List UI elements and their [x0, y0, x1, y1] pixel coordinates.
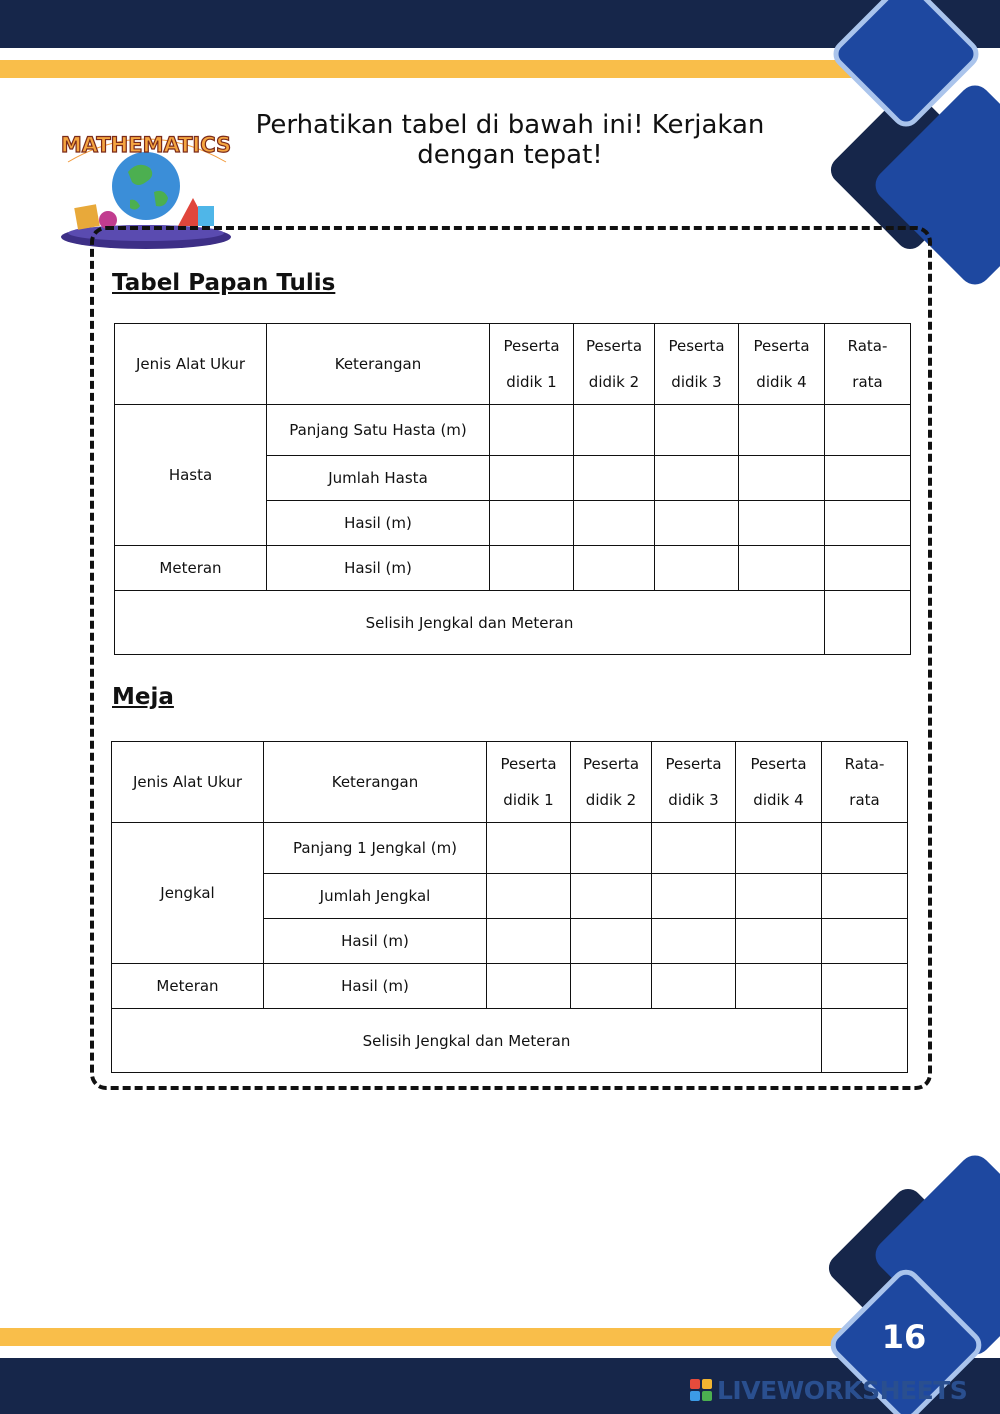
answer-cell[interactable] [652, 823, 736, 874]
table-row [112, 964, 908, 1009]
page-number: 16 [881, 1318, 927, 1356]
table-row [115, 546, 911, 591]
answer-cell[interactable] [487, 874, 571, 919]
header-p1: Peserta didik 1 [487, 742, 571, 823]
desc-cell: Hasil (m) [267, 546, 490, 591]
answer-cell[interactable] [574, 456, 655, 501]
section-title-papan-tulis: Tabel Papan Tulis [112, 270, 336, 296]
logo-text: MATHEMATICS [60, 133, 232, 157]
answer-cell[interactable] [822, 823, 908, 874]
desc-cell: Panjang Satu Hasta (m) [267, 405, 490, 456]
diff-label-cell: Selisih Jengkal dan Meteran [112, 1009, 822, 1073]
header-desc: Keterangan [264, 742, 487, 823]
table-row [112, 1009, 908, 1073]
tool-cell: Hasta [115, 405, 267, 546]
answer-cell[interactable] [736, 874, 822, 919]
header-avg: Rata- rata [822, 742, 908, 823]
header-tool: Jenis Alat Ukur [112, 742, 264, 823]
liveworksheets-watermark [690, 1377, 990, 1403]
answer-cell[interactable] [574, 501, 655, 546]
table-row [115, 591, 911, 655]
header-p4: Peserta didik 4 [739, 324, 825, 405]
section-title-meja: Meja [112, 684, 174, 710]
answer-cell[interactable] [825, 591, 911, 655]
answer-cell[interactable] [487, 823, 571, 874]
answer-cell[interactable] [571, 874, 652, 919]
table-header-row [115, 324, 911, 405]
answer-cell[interactable] [825, 501, 911, 546]
answer-cell[interactable] [825, 456, 911, 501]
header-p3: Peserta didik 3 [655, 324, 739, 405]
answer-cell[interactable] [490, 501, 574, 546]
table-papan-tulis [114, 323, 911, 655]
answer-cell[interactable] [487, 964, 571, 1009]
answer-cell[interactable] [487, 919, 571, 964]
tool-cell: Meteran [115, 546, 267, 591]
header-p1: Peserta didik 1 [490, 324, 574, 405]
answer-cell[interactable] [490, 456, 574, 501]
answer-cell[interactable] [655, 546, 739, 591]
answer-cell[interactable] [739, 546, 825, 591]
table-row [112, 823, 908, 874]
answer-cell[interactable] [571, 919, 652, 964]
answer-cell[interactable] [655, 456, 739, 501]
answer-cell[interactable] [574, 546, 655, 591]
answer-cell[interactable] [736, 964, 822, 1009]
desc-cell: Hasil (m) [267, 501, 490, 546]
header-p3: Peserta didik 3 [652, 742, 736, 823]
header-p2: Peserta didik 2 [571, 742, 652, 823]
answer-cell[interactable] [825, 546, 911, 591]
answer-cell[interactable] [822, 964, 908, 1009]
table-header-row [112, 742, 908, 823]
answer-cell[interactable] [490, 405, 574, 456]
answer-cell[interactable] [652, 874, 736, 919]
desc-cell: Hasil (m) [264, 919, 487, 964]
answer-cell[interactable] [652, 919, 736, 964]
liveworksheets-logo-icon [690, 1379, 712, 1401]
answer-cell[interactable] [822, 1009, 908, 1073]
table-meja [111, 741, 908, 1073]
answer-cell[interactable] [736, 919, 822, 964]
answer-cell[interactable] [655, 501, 739, 546]
answer-cell[interactable] [822, 874, 908, 919]
table-row [115, 405, 911, 456]
answer-cell[interactable] [655, 405, 739, 456]
answer-cell[interactable] [825, 405, 911, 456]
desc-cell: Panjang 1 Jengkal (m) [264, 823, 487, 874]
answer-cell[interactable] [739, 405, 825, 456]
header-p2: Peserta didik 2 [574, 324, 655, 405]
tool-cell: Jengkal [112, 823, 264, 964]
header-avg: Rata- rata [825, 324, 911, 405]
answer-cell[interactable] [574, 405, 655, 456]
answer-cell[interactable] [739, 501, 825, 546]
desc-cell: Jumlah Hasta [267, 456, 490, 501]
tool-cell: Meteran [112, 964, 264, 1009]
desc-cell: Hasil (m) [264, 964, 487, 1009]
header-p4: Peserta didik 4 [736, 742, 822, 823]
answer-cell[interactable] [571, 823, 652, 874]
answer-cell[interactable] [739, 456, 825, 501]
watermark-text: LIVEWORKSHEETS [717, 1375, 968, 1405]
answer-cell[interactable] [652, 964, 736, 1009]
answer-cell[interactable] [736, 823, 822, 874]
diff-label-cell: Selisih Jengkal dan Meteran [115, 591, 825, 655]
desc-cell: Jumlah Jengkal [264, 874, 487, 919]
page-instruction: Perhatikan tabel di bawah ini! Kerjakan dengan tepat! [255, 110, 765, 170]
answer-cell[interactable] [822, 919, 908, 964]
header-tool: Jenis Alat Ukur [115, 324, 267, 405]
header-desc: Keterangan [267, 324, 490, 405]
answer-cell[interactable] [490, 546, 574, 591]
answer-cell[interactable] [571, 964, 652, 1009]
